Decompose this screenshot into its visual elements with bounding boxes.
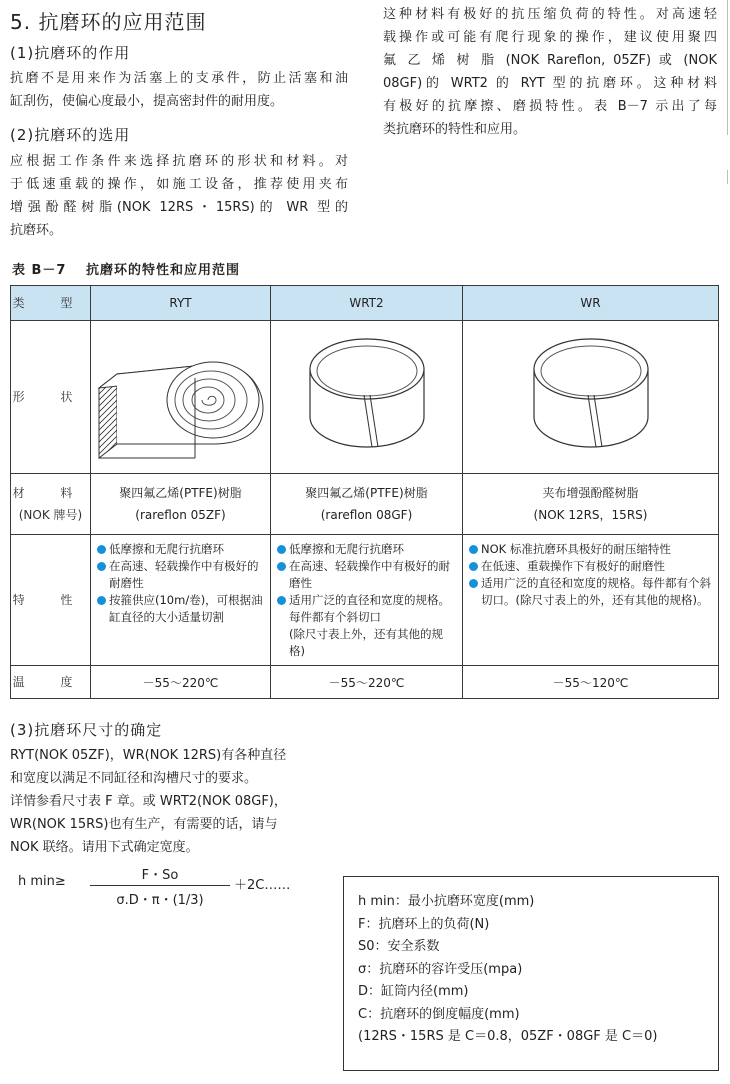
- table-row-feature: [11, 535, 719, 666]
- formula-denominator: σ.D・π・(1/3): [116, 893, 204, 908]
- legend-item: D：缸筒内径(mm): [358, 984, 469, 999]
- feature-ryt: [91, 535, 271, 666]
- feature-item: (除尺寸表上外，还有其他的规格): [289, 627, 443, 658]
- coil-drawing: [95, 326, 267, 466]
- text-line: WR(NOK 15RS)也有生产，有需要的话，请与: [10, 817, 278, 832]
- temp-wr: －55～120℃: [463, 666, 719, 699]
- temp-ryt: －55～220℃: [91, 666, 271, 699]
- properties-table: [10, 285, 719, 699]
- feature-item: 在高速、轻载操作中有极好的耐磨性: [97, 558, 266, 592]
- ring-drawing: [302, 331, 432, 461]
- text-line: 类抗磨环的特性和应用。: [383, 122, 527, 137]
- legend-item: (12RS・15RS 是 C＝0.8，05ZF・08GF 是 C＝0): [358, 1029, 658, 1044]
- col-header-wrt2: WRT2: [271, 286, 463, 321]
- material-ryt: 聚四氟乙烯(PTFE)树脂 (rareflon 05ZF): [91, 474, 271, 535]
- formula-lhs: h min≥: [18, 874, 66, 889]
- row-label-shape: 形 状: [11, 321, 91, 474]
- table-row-temperature: [11, 666, 719, 699]
- formula-fraction: [90, 864, 230, 908]
- temp-wrt2: －55～220℃: [271, 666, 463, 699]
- formula-numerator: F・So: [90, 864, 230, 886]
- feature-item: 低摩擦和无爬行抗磨环: [97, 541, 266, 558]
- text-line: 载操作或可能有爬行现象的操作，建议使用聚四: [383, 30, 717, 45]
- table-caption: 表 B－7 抗磨环的特性和应用范围: [12, 263, 241, 278]
- legend-item: h min：最小抗磨环宽度(mm): [358, 894, 535, 909]
- paragraph-selection: [10, 150, 348, 242]
- table-row-shape: [11, 321, 719, 474]
- feature-item: 适用广泛的直径和宽度的规格。每件都有个斜切口: [277, 592, 458, 626]
- wrt2-ring-illustration: [271, 321, 463, 474]
- row-label-temperature: 温 度: [11, 666, 91, 699]
- text-line: 应根据工作条件来选择抗磨环的形状和材料。对: [10, 154, 348, 169]
- text-line: 抗磨环。: [10, 223, 63, 238]
- table-header-row: [11, 286, 719, 321]
- text-line: 抗磨不是用来作为活塞上的支承件，防止活塞和油: [10, 71, 348, 86]
- material-wr: 夹布增强酚醛树脂 (NOK 12RS，15RS): [463, 474, 719, 535]
- legend-item: S0：安全系数: [358, 939, 440, 954]
- feature-item: 按箍供应(10m/卷)，可根据油缸直径的大小适量切割: [97, 592, 266, 626]
- paragraph-role: [10, 67, 348, 113]
- ring-drawing: [526, 331, 656, 461]
- legend-item: C：抗磨环的倒度幅度(mm): [358, 1006, 520, 1022]
- feature-item: 低摩擦和无爬行抗磨环: [277, 541, 458, 558]
- wr-ring-illustration: [463, 321, 719, 474]
- ryt-coil-illustration: [91, 321, 271, 474]
- feature-item: 在低速、重载操作下有极好的耐磨性: [469, 558, 714, 575]
- row-label-type: 类 型: [11, 286, 91, 321]
- text-line: RYT(NOK 05ZF)，WR(NOK 12RS)有各种直径: [10, 748, 287, 763]
- feature-wrt2: [271, 535, 463, 666]
- feature-item: 在高速、轻载操作中有极好的耐磨性: [277, 558, 458, 592]
- feature-item: 适用广泛的直径和宽度的规格。每件都有个斜切口。(除尺寸表上的外，还有其他的规格)。: [469, 575, 714, 609]
- col-header-ryt: RYT: [91, 286, 271, 321]
- text-line: 08GF)的 WRT2 的 RYT 型的抗磨环。这种材料: [383, 76, 717, 91]
- text-line: 于低速重载的操作，如施工设备，推荐使用夹布: [10, 177, 348, 192]
- col-header-wr: WR: [463, 286, 719, 321]
- table-row-material: [11, 474, 719, 535]
- text-line: 有极好的抗摩擦、磨损特性。表 B－7 示出了每: [383, 99, 717, 114]
- heading-selection: (2)抗磨环的选用: [10, 126, 131, 144]
- legend-item: σ：抗磨环的容许受压(mpa): [358, 961, 523, 977]
- row-label-feature: 特 性: [11, 535, 91, 666]
- text-line: NOK 联络。请用下式确定宽度。: [10, 840, 199, 855]
- material-wrt2: 聚四氟乙烯(PTFE)树脂 (rareflon 08GF): [271, 474, 463, 535]
- heading-size: (3)抗磨环尺寸的确定: [10, 721, 163, 739]
- section-title: 5. 抗磨环的应用范围: [10, 10, 207, 34]
- text-line: 和宽度以满足不同缸径和沟槽尺寸的要求。: [10, 771, 258, 786]
- row-label-material: 材 料 (NOK 牌号): [11, 474, 91, 535]
- legend-item: F：抗磨环上的负荷(N): [358, 916, 490, 932]
- column-rule: [727, 0, 728, 135]
- text-line: 氟 乙 烯 树 脂 (NOK Rareflon, 05ZF) 或 (NOK: [383, 53, 717, 68]
- feature-item: NOK 标准抗磨环具极好的耐压缩特性: [469, 541, 714, 558]
- column-rule: [727, 170, 728, 184]
- text-line: 增强酚醛树脂(NOK 12RS・15RS)的 WR 型的: [10, 200, 348, 215]
- feature-wr: [463, 535, 719, 666]
- text-line: 这种材料有极好的抗压缩负荷的特性。对高速轻: [383, 7, 717, 22]
- paragraph-right-column: [383, 3, 717, 141]
- formula-legend-box: [343, 876, 719, 1071]
- heading-role: (1)抗磨环的作用: [10, 44, 131, 62]
- text-line: 缸刮伤，使偏心度最小，提高密封件的耐用度。: [10, 94, 284, 109]
- text-line: 详情参看尺寸表 F 章。或 WRT2(NOK 08GF)，: [10, 794, 287, 809]
- formula-tail: ＋2C……: [234, 878, 291, 893]
- paragraph-size: [10, 744, 348, 859]
